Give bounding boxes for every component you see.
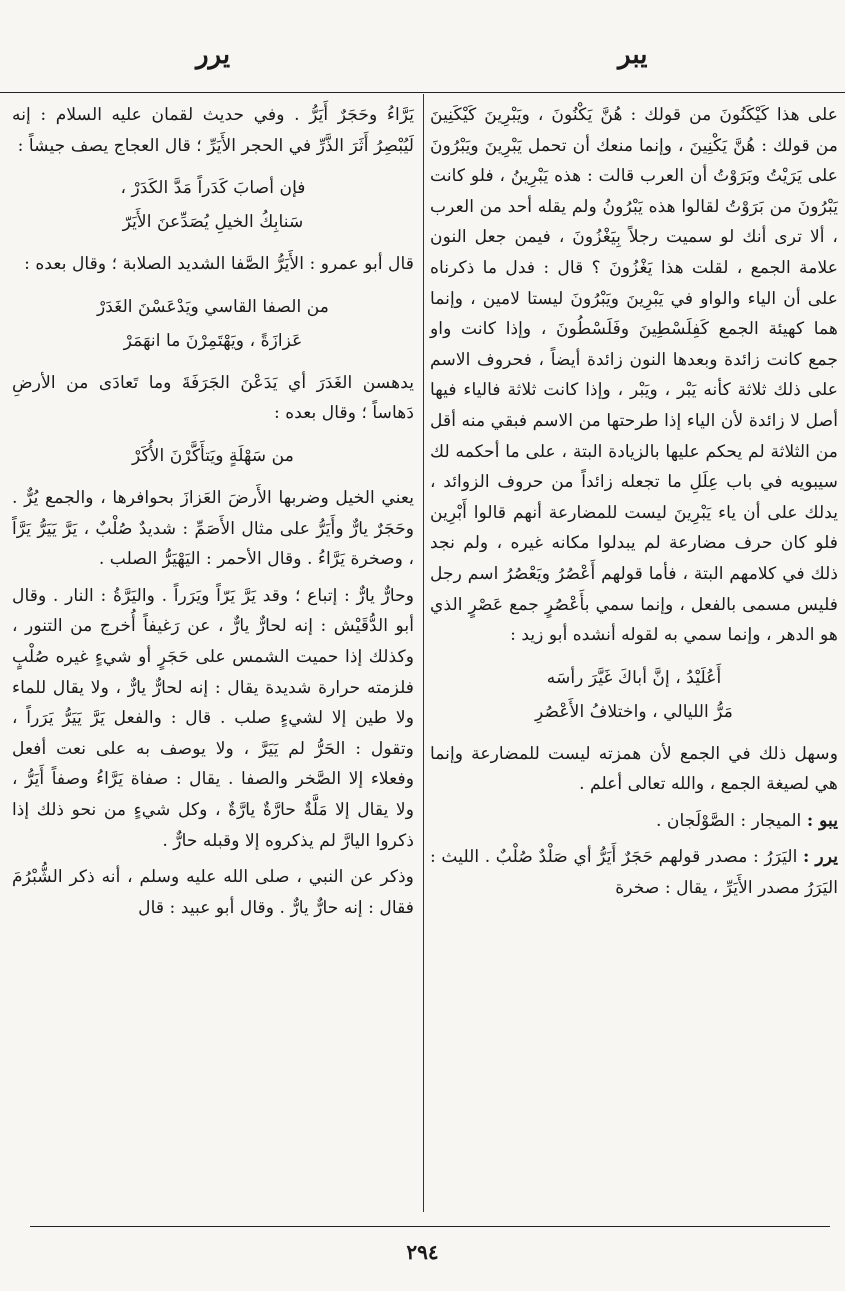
- left-verse-2: [12, 290, 414, 358]
- entry-yabw: [430, 806, 838, 837]
- right-paragraph-2: وسهل ذلك في الجمع لأن همزته ليست للمضارعة وإنما هي لصيغة الجمع ، والله تعالى أعلم .: [430, 743, 838, 795]
- left-verse-1: [12, 171, 414, 239]
- verse-line: سَنابِكُ الخيلِ يُصَدِّعنَ الأَيَرّ: [122, 212, 304, 233]
- verse-line: عَزازَةً ، ويَهْتَمِرْنَ ما انهَمَرْ: [123, 330, 303, 351]
- left-paragraph-5: وحارٌّ يارٌّ : إتباع ؛ وقد يَرَّ يَرّاً ويَرَراً . واليَرَّةُ : النار . وقال أبو الدُّقَيْش : إنه لحارٌّ يارٌّ ، عن رَغيفاً أُخرج من التنور ، وكذلك إذا حميت الشمس على حَجَرٍ أو شيءٍ غيره صُلْبٍ فلزمته حرارة شديدة يقال : إنه لحارٌّ يارٌّ ، ولا يقال للماء ولا طين إلا لشيءٍ صلب . قال : والفعل يَرَّ يَيَرُّ يَرَراً ، وتقول : الحَرُّ لم يَيَرَّ ، ولا يوصف به على نعت أفعل وفعلاء إلا الصَّخر والصفا . يقال : صفاة يَرَّاءُ وصفاً أَيَرُّ ، ولا يقال إلا مَلَّةٌ حارَّةٌ يارَّةٌ ، وكل شيءٍ من نحو ذلك إذا ذكروا اليارَّ لم يذكروه إلا وقبله حارٌّ .: [12, 585, 414, 851]
- left-paragraph-1: يَرَّاءُ وحَجَرٌ أَيَرُّ . وفي حديث لقمان عليه السلام : إنه لَيُبْصِرُ أَثَرَ الذَّرِّ في الحجر الأَيَرِّ ؛ قال العجاج يصف جيشاً :: [12, 105, 414, 156]
- left-paragraph-4: يعني الخيل وضربها الأَرضَ العَزازَ بحوافرها ، والجمع يُرٌّ . وحَجَرٌ يارٌّ وأَيَرُّ على مثال الأَصَمِّ : شديدٌ صُلْبٌ ، يَرَّ يَيَرُّ يَرَّاً ، وصخرة يَرَّاءُ . وقال الأحمر : اليَهْيَرُّ الصلب .: [12, 487, 414, 570]
- right-paragraph-1: على هذا كَيْكَنُونَ من قولك : هُنَّ يَكْنُونَ ، ويَبْرِينَ كَيْكَنِينَ من قولك : هُنَّ يَكْنِينَ ، وإنما منعك أن تحمل يَبْرِينَ ويَبْرُونَ على يَرَيْتُ وبَرَوْتُ أن العرب قالت : هذه يَبْرِينُ ، فلو كانت يَبْرُونَ من بَرَوْتُ لقالوا هذه يَبْرُونُ ولم يقله أحد من العرب ، ألا ترى أنك لو سميت رجلاً بِيَغْزُونَ ، فيمن جعل النون علامة الجمع ، لقلت هذا يَغْزُونَ ؟ قال : فدل ما ذكرناه على أن الياء والواو في يَبْرِينَ ويَبْرُونَ ليستا لامين ، وإنما هما كهيئة الجمع كَفِلَسْطِينَ وفَلَسْطُونَ ، وإذا كانت واو جمع كانت زائدة وبعدها النون زائدة أيضاً ، فحروف الاسم على ذلك ثلاثة كأنه يَبْر ، ويَبْر ، وإذا كانت ثلاثة فالياء فيها أصل لا زائدة لأن الياء إذا طرحتها من الاسم فبقي منه أقل من الثلاثة لم يحكم عليها بالزيادة البتة ، على ما أحكمه لك سيبويه في باب عِلَلِ ما تجعله زائداً من حروف الزوائد ، يدلك على أن ياء يَبْرِينَ ليست للمضارعة أنهم قالوا أَبْرِين فلو كان حرف مضارعة لم يبدلوا مكانه غيره ، ولم نجد ذلك في كلامهم البتة ، فأما قولهم أَعْصُرُ ويَعْصُرُ اسم رجل فليس مسمى بالفعل ، وإنما سمي بأَعْصُرٍ جمع عَصْرٍ الذي هو الدهر ، وإنما سمي به لقوله أنشده أبو زيد :: [430, 105, 838, 646]
- left-paragraph-3: يدهسن الغَدَرَ أي يَدَعْنَ الجَرَفَةَ وما تَعادَى من الأرضِ دَهاساً ؛ وقال بعده :: [12, 372, 414, 424]
- right-verse: [430, 661, 838, 729]
- verse-line: من سَهْلَةٍ ويَتأَكَّرْنَ الأُكَرْ: [132, 445, 294, 466]
- footer-rule: [30, 1226, 830, 1227]
- header-rule: [0, 92, 845, 93]
- entry-headword: يرر :: [802, 847, 838, 868]
- entry-headword: يبو :: [806, 810, 838, 831]
- left-verse-3: [12, 439, 414, 473]
- right-column: [430, 100, 838, 910]
- verse-line: من الصفا القاسي ويَدْعَسْنَ الغَدَرْ: [96, 296, 330, 317]
- left-column: [12, 100, 414, 929]
- verse-line: أَعُلَيْدُ ، إنَّ أباكَ غَيَّرَ رأسَه: [546, 667, 722, 688]
- page-number: ٢٩٤: [406, 1240, 439, 1264]
- left-paragraph-2: قال أبو عمرو : الأَيَرُّ الصَّفا الشديد الصلابة ؛ وقال بعده :: [24, 254, 414, 275]
- column-divider: [423, 94, 424, 1212]
- entry-yarr: [430, 842, 838, 903]
- verse-line: فإن أصابَ كَدَراً مَدَّ الكَدَرْ ،: [120, 178, 306, 199]
- verse-line: مَرُّ الليالي ، واختلافُ الأَعْصُرِ: [535, 701, 733, 722]
- running-head-right: يبر: [618, 40, 648, 70]
- running-head-left: يرر: [196, 40, 231, 70]
- left-paragraph-6: وذكر عن النبي ، صلى الله عليه وسلم ، أنه ذكر الشُّبْرُمَ فقال : إنه حارٌّ يارٌّ . وقال أبو عبيد : قال: [12, 867, 414, 918]
- entry-text: اليَرَرُ : مصدر قولهم حَجَرٌ أَيَرُّ أي صَلْدٌ صُلْبٌ . الليث : اليَرَرُ مصدر الأَيَرِّ ، يقال : صخرة: [430, 847, 838, 899]
- entry-text: الميجار : الصَّوْلَجان .: [655, 810, 802, 831]
